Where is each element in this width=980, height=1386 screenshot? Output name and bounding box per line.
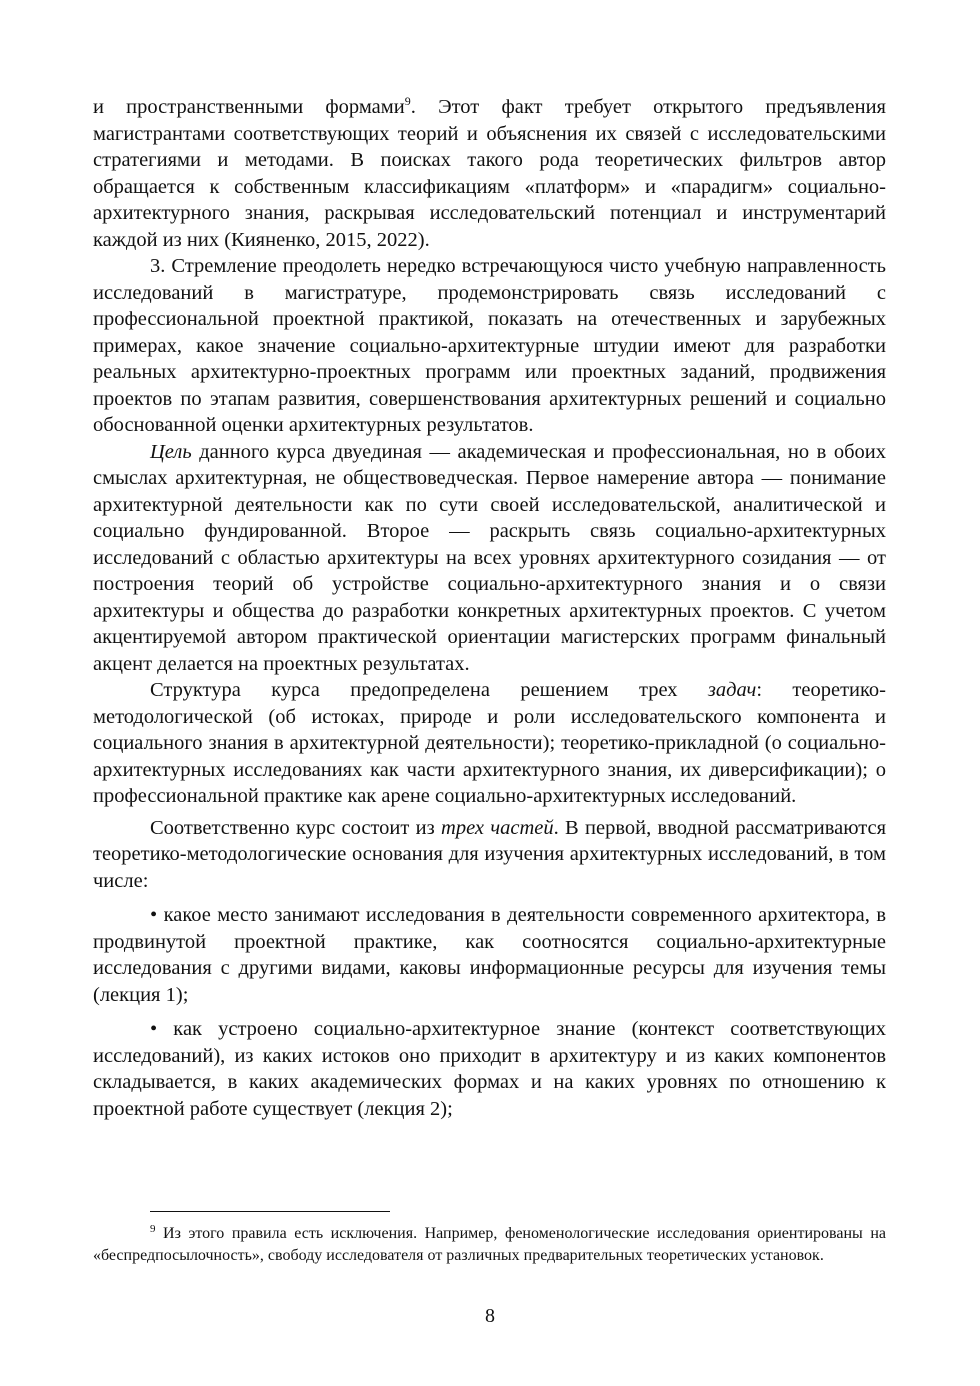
footnote-separator [150, 1211, 390, 1212]
paragraph-5 [93, 815, 886, 895]
footnote-reference: 9 [404, 94, 411, 108]
bullet-item-1: • какое место занимают исследования в деятельности современного архитектора, в продвинутой проектной практике, как соотносятся социально-архитектурные исследования с другими видами, каковы информационные ресурсы для изучения темы (лекция 1); [93, 904, 886, 1006]
paragraph-4 [93, 677, 886, 810]
paragraph-5-emphasis: трех частей [441, 816, 554, 839]
paragraph-5-text: Соответственно курс состоит из [150, 816, 442, 839]
paragraph-3-emphasis: Цель [150, 440, 192, 463]
body-text [93, 94, 886, 1122]
footnote-mark: 9 [150, 1223, 156, 1235]
paragraph-1-text-cont: . Этот факт требует открытого предъявления магистрантами соответствующих теорий и объяснения их связей с исследовательскими стратегиями и методами. В поисках такого рода теоретических фильтров автор обращается к собственным классификациям «платформ» и «парадигм» социально-архитектурного знания, раскрывая исследовательский потенциал и инструментарий каждой из них (Кияненко, 2015, 2022). [93, 96, 886, 251]
paragraph-3-text: данного курса двуединая — академическая и профессиональная, но в обоих смыслах архитектурная, не обществоведческая. Первое намерение автора — понимание архитектурной деятельности как по сути своей исследовательской, аналитической и социально фундированной. Второе — раскрыть связь социально-архитектурных исследований с областью архитектуры на всех уровнях архитектурного созидания — от построения теорий об устройстве социально-архитектурного знания и о связи архитектуры и общества до разработки конкретных архитектурных проектов. С учетом акцентируемой автором практической ориентации магистерских программ финальный акцент делается на проектных результатах. [93, 440, 886, 675]
paragraph-2: 3. Стремление преодолеть нередко встречающуюся чисто учебную направленность исследований в магистратуре, продемонстрировать связь исследований с профессиональной проектной практикой, показать на отечественных и зарубежных примерах, какое значение социально-архитектурные штудии имеют для разработки реальных архитектурно-проектных программ или проектных заданий, продвижения проектов по этапам развития, совершенствования архитектурных решений и социально обоснованной оценки архитектурных результатов. [93, 255, 886, 436]
paragraph-4-emphasis: задач [707, 679, 757, 701]
footnote-body: Из этого правила есть исключения. Например, феноменологические исследования ориентированы на «беспредпосылочность», свободу исследователя от различных предварительных теоретических установок. [93, 1225, 886, 1264]
paragraph-4-text: Структура курса предопределена решением трех [150, 679, 708, 701]
footnote [93, 1223, 886, 1267]
paragraph-1-text: и пространственными формами [93, 96, 405, 118]
paragraph-3 [93, 439, 886, 678]
footnote-text [93, 1223, 886, 1267]
bullet-item-2: • как устроено социально-архитектурное знание (контекст соответствующих исследований), из каких истоков оно приходит в архитектуру и из каких компонентов складывается, в каких академических формах и на каких уровнях по отношению к проектной работе существует (лекция 2); [93, 1018, 886, 1120]
paragraph-5-text-cont: . В первой, вводной рассматриваются теоретико-методологические основания для изучения архитектурных исследований, в том числе: [93, 816, 887, 892]
paragraph-4-text-cont: : теоретико-методологической (об истоках, природе и роли исследовательского компонента и социального знания в архитектурной деятельности); теоретико-прикладной (о социально-архитектурных исследованиях как части архитектурного знания, их диверсификации); о профессиональной практике как арене социально-архитектурных исследований. [93, 679, 886, 807]
page-number: 8 [485, 1305, 495, 1327]
paragraph-1 [93, 94, 886, 253]
